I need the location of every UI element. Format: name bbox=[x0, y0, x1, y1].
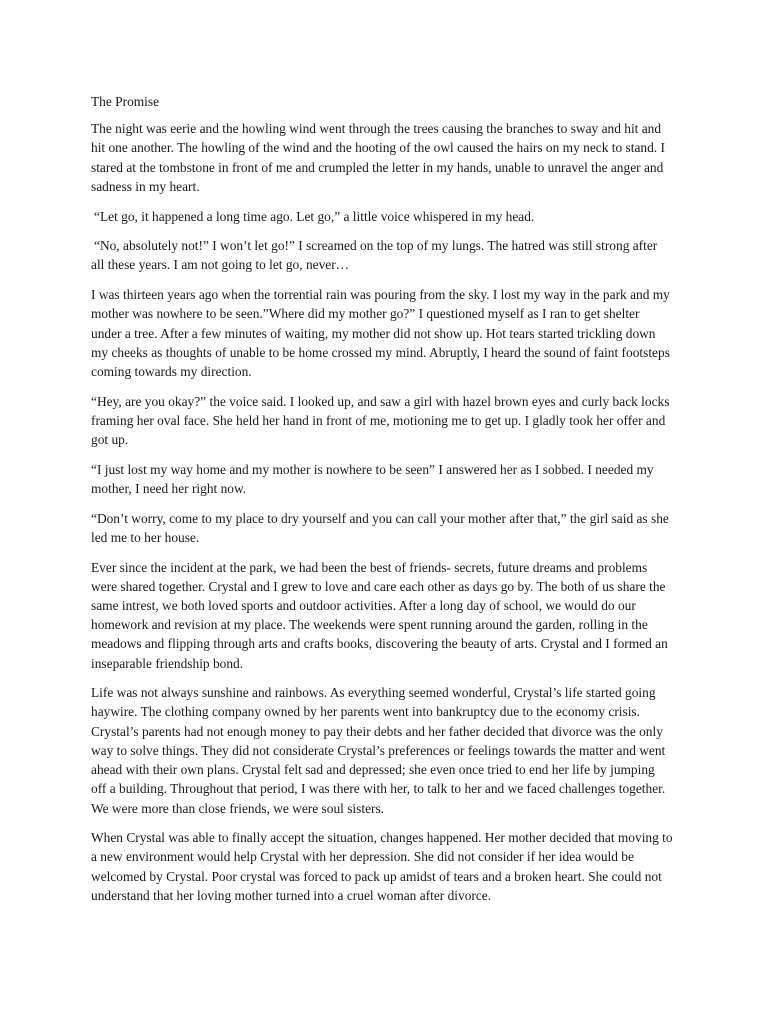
document-page bbox=[91, 92, 673, 916]
paragraph-7: “Don’t worry, come to my place to dry yourself and you can call your mother after that,” the girl said as she led me to her house. bbox=[91, 510, 669, 545]
paragraph-9: Life was not always sunshine and rainbows. As everything seemed wonderful, Crystal’s life started going haywire. The clothing company owned by her parents went into bankruptcy due to the economy crisis. Crystal’s parents had not enough money to pay their debts and her father decided that divorce was the only way to solve things. They did not considerate Crystal’s preferences or feelings towards the matter and went ahead with their own plans. Crystal felt sad and depressed; she even once tried to end her life by jumping off a building. Throughout that period, I was there with her, to talk to her and we faced challenges together. We were more than close friends, we were soul sisters. bbox=[91, 685, 666, 816]
paragraph-5: “Hey, are you okay?” the voice said. I looked up, and saw a girl with hazel brown eyes and curly back locks framing her oval face. She held her hand in front of me, motioning me to get up. I gladly took her offer and got up. bbox=[91, 393, 670, 448]
paragraph-1: The night was eerie and the howling wind went through the trees causing the branches to sway and hit and hit one another. The howling of the wind and the hooting of the owl caused the hairs on my neck to stand. I stared at the tombstone in front of me and crumpled the letter in my hands, unable to unravel the anger and sadness in my heart. bbox=[91, 121, 665, 194]
paragraph-6: “I just lost my way home and my mother is nowhere to be seen” I answered her as I sobbed. I needed my mother, I need her right now. bbox=[91, 461, 654, 496]
document-title: The Promise bbox=[91, 94, 160, 109]
paragraph-10: When Crystal was able to finally accept the situation, changes happened. Her mother decided that moving to a new environment would help Crystal with her depression. She did not consider if her idea would be welcomed by Crystal. Poor crystal was forced to pack up amidst of tears and a broken heart. She could not understand that her loving mother turned into a cruel woman after divorce. bbox=[91, 830, 673, 903]
paragraph-8: Ever since the incident at the park, we had been the best of friends- secrets, future dreams and problems were shared together. Crystal and I grew to love and care each other as days go by. The both of us share the same intrest, we both loved sports and outdoor activities. After a long day of school, we would do our homework and revision at my place. The weekends were spent running around the garden, rolling in the meadows and flipping through arts and crafts books, discovering the beauty of arts. Crystal and I formed an inseparable friendship bond. bbox=[91, 559, 668, 671]
paragraph-3: “No, absolutely not!” I won’t let go!” I screamed on the top of my lungs. The hatred was still strong after all these years. I am not going to let go, never… bbox=[91, 238, 658, 273]
paragraph-2: “Let go, it happened a long time ago. Let go,” a little voice whispered in my head. bbox=[94, 208, 535, 224]
paragraph-4: I was thirteen years ago when the torrential rain was pouring from the sky. I lost my way in the park and my mother was nowhere to be seen.”Where did my mother go?” I questioned myself as I ran to get shelter under a tree. After a few minutes of waiting, my mother did not show up. Hot tears started trickling down my cheeks as thoughts of unable to be home crossed my mind. Abruptly, I heard the sound of faint footsteps coming towards my direction. bbox=[91, 287, 670, 379]
